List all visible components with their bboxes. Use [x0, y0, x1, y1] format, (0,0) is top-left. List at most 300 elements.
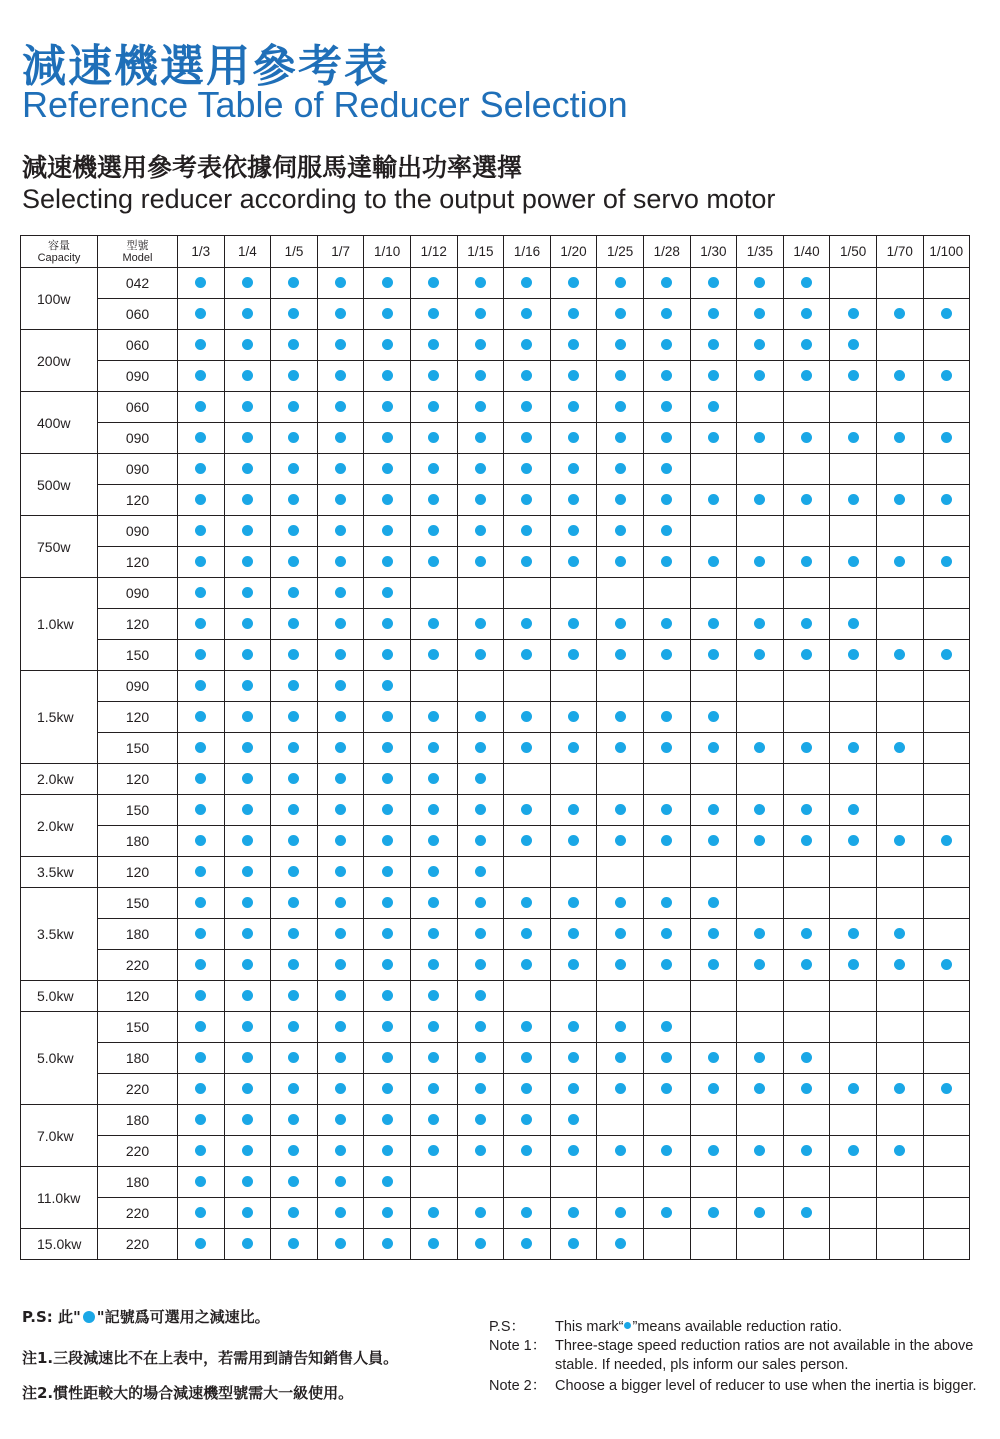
available-dot-icon [475, 556, 486, 567]
ratio-cell [643, 1229, 690, 1260]
available-dot-icon [335, 959, 346, 970]
available-dot-icon [195, 556, 206, 567]
ratio-cell [224, 981, 271, 1012]
available-dot-icon [801, 1052, 812, 1063]
available-dot-icon [568, 618, 579, 629]
table-row [21, 826, 970, 857]
table-row [21, 1105, 970, 1136]
ratio-cell [643, 764, 690, 795]
available-dot-icon [242, 556, 253, 567]
available-dot-icon [475, 711, 486, 722]
ratio-cell [457, 640, 504, 671]
available-dot-icon [242, 1207, 253, 1218]
ratio-cell [457, 299, 504, 330]
available-dot-icon [521, 959, 532, 970]
available-dot-icon [615, 1083, 626, 1094]
ratio-cell [410, 888, 457, 919]
ratio-cell [830, 857, 877, 888]
capacity-header [21, 236, 98, 268]
ratio-cell [643, 1167, 690, 1198]
note1-label-en: Note 1： [489, 1338, 547, 1354]
ratio-cell [457, 609, 504, 640]
ratio-cell [317, 330, 364, 361]
ratio-cell [783, 888, 830, 919]
available-dot-icon [615, 897, 626, 908]
available-dot-icon [661, 525, 672, 536]
available-dot-icon [195, 494, 206, 505]
available-dot-icon [288, 494, 299, 505]
available-dot-icon [615, 432, 626, 443]
model-cell: 042 [98, 268, 178, 299]
ratio-cell [410, 1229, 457, 1260]
ratio-cell [271, 1012, 318, 1043]
ratio-cell [597, 702, 644, 733]
available-dot-icon [428, 1083, 439, 1094]
ratio-cell [271, 547, 318, 578]
table-row [21, 454, 970, 485]
available-dot-icon [288, 1114, 299, 1125]
available-dot-icon [382, 1145, 393, 1156]
available-dot-icon [288, 835, 299, 846]
ratio-cell [876, 578, 923, 609]
ratio-cell [317, 950, 364, 981]
ratio-cell [364, 733, 411, 764]
available-dot-icon [382, 525, 393, 536]
available-dot-icon [661, 618, 672, 629]
ratio-cell [178, 392, 225, 423]
available-dot-icon [521, 339, 532, 350]
subtitle-cn: 減速機選用參考表依據伺服馬達輸出功率選擇 [22, 153, 523, 182]
ratio-cell [457, 578, 504, 609]
available-dot-icon [335, 587, 346, 598]
table-row [21, 1074, 970, 1105]
ratio-cell [830, 1105, 877, 1136]
ratio-cell [830, 950, 877, 981]
ratio-cell [504, 547, 551, 578]
ratio-cell [690, 981, 737, 1012]
ratio-cell [178, 454, 225, 485]
table-row [21, 547, 970, 578]
ratio-cell [737, 268, 784, 299]
ratio-cell [317, 299, 364, 330]
capacity-header-en: Capacity [37, 251, 81, 264]
ratio-cell [271, 1043, 318, 1074]
available-dot-icon [242, 711, 253, 722]
ratio-cell [550, 857, 597, 888]
ratio-cell [550, 1043, 597, 1074]
available-dot-icon [242, 587, 253, 598]
capacity-cell: 5.0kw [21, 981, 98, 1012]
ratio-cell [597, 485, 644, 516]
ratio-cell [457, 702, 504, 733]
available-dot-icon [568, 897, 579, 908]
ratio-cell [597, 609, 644, 640]
ratio-cell [504, 299, 551, 330]
available-dot-icon [568, 742, 579, 753]
ratio-cell [550, 795, 597, 826]
available-dot-icon [475, 1021, 486, 1032]
ratio-cell [876, 1012, 923, 1043]
ratio-cell [550, 361, 597, 392]
ratio-cell [317, 702, 364, 733]
ratio-cell [737, 392, 784, 423]
ratio-cell [876, 485, 923, 516]
ratio-cell [550, 609, 597, 640]
model-cell: 090 [98, 361, 178, 392]
available-dot-icon [288, 432, 299, 443]
ratio-cell [550, 516, 597, 547]
ratio-cell [271, 454, 318, 485]
ratio-cell [271, 485, 318, 516]
ratio-cell [317, 392, 364, 423]
available-dot-icon [335, 339, 346, 350]
ratio-cell [504, 1105, 551, 1136]
available-dot-icon [754, 494, 765, 505]
ratio-cell [876, 392, 923, 423]
subtitle-en: Selecting reducer according to the output power of servo motor [22, 184, 776, 214]
ratio-cell [364, 485, 411, 516]
available-dot-icon [708, 494, 719, 505]
ratio-cell [783, 857, 830, 888]
available-dot-icon [335, 711, 346, 722]
available-mark-icon [83, 1311, 95, 1323]
ratio-cell [178, 733, 225, 764]
ratio-cell [643, 454, 690, 485]
available-dot-icon [848, 556, 859, 567]
available-dot-icon [475, 1238, 486, 1249]
ratio-cell [737, 733, 784, 764]
ratio-cell [317, 268, 364, 299]
page-title-en: Reference Table of Reducer Selection [22, 84, 628, 125]
ratio-cell [597, 330, 644, 361]
available-dot-icon [428, 804, 439, 815]
ratio-cell [224, 888, 271, 919]
available-dot-icon [521, 463, 532, 474]
ratio-cell [597, 1074, 644, 1105]
ratio-cell [271, 981, 318, 1012]
available-dot-icon [288, 370, 299, 381]
available-dot-icon [894, 494, 905, 505]
ratio-cell [457, 764, 504, 795]
ratio-cell [643, 981, 690, 1012]
available-dot-icon [195, 959, 206, 970]
ratio-cell [597, 1043, 644, 1074]
available-dot-icon [475, 370, 486, 381]
ratio-cell [643, 795, 690, 826]
available-dot-icon [242, 1114, 253, 1125]
available-dot-icon [288, 959, 299, 970]
available-dot-icon [941, 432, 952, 443]
ratio-cell [830, 1136, 877, 1167]
ratio-cell [830, 268, 877, 299]
available-dot-icon [754, 308, 765, 319]
available-dot-icon [708, 308, 719, 319]
available-dot-icon [382, 804, 393, 815]
model-cell: 120 [98, 547, 178, 578]
available-dot-icon [382, 897, 393, 908]
ratio-cell [876, 640, 923, 671]
ratio-cell [876, 268, 923, 299]
available-dot-icon [754, 1083, 765, 1094]
ratio-cell [271, 299, 318, 330]
available-dot-icon [521, 1238, 532, 1249]
available-dot-icon [242, 742, 253, 753]
ratio-cell [550, 826, 597, 857]
ratio-cell [830, 733, 877, 764]
available-dot-icon [288, 339, 299, 350]
model-cell: 120 [98, 857, 178, 888]
available-dot-icon [801, 804, 812, 815]
ratio-cell [830, 1043, 877, 1074]
available-dot-icon [242, 463, 253, 474]
ratio-cell [830, 826, 877, 857]
ratio-cell [178, 1198, 225, 1229]
available-dot-icon [754, 928, 765, 939]
available-dot-icon [335, 308, 346, 319]
ratio-cell [830, 919, 877, 950]
ratio-cell [271, 671, 318, 702]
ratio-cell [410, 764, 457, 795]
ratio-cell [504, 1043, 551, 1074]
ratio-cell [457, 857, 504, 888]
available-dot-icon [661, 308, 672, 319]
available-dot-icon [521, 1145, 532, 1156]
ratio-cell [643, 609, 690, 640]
available-dot-icon [382, 308, 393, 319]
available-dot-icon [661, 277, 672, 288]
ratio-cell [737, 826, 784, 857]
ratio-cell [737, 950, 784, 981]
available-dot-icon [242, 928, 253, 939]
ratio-cell [737, 547, 784, 578]
table-row [21, 671, 970, 702]
available-dot-icon [242, 525, 253, 536]
available-dot-icon [801, 1083, 812, 1094]
available-dot-icon [288, 711, 299, 722]
ratio-cell [364, 795, 411, 826]
model-cell: 090 [98, 423, 178, 454]
ratio-cell [876, 826, 923, 857]
ratio-cell [364, 950, 411, 981]
available-dot-icon [475, 866, 486, 877]
ratio-cell [597, 1105, 644, 1136]
ratio-cell [364, 981, 411, 1012]
ratio-cell [178, 764, 225, 795]
ratio-cell [410, 702, 457, 733]
ratio-cell [690, 299, 737, 330]
ratio-cell [364, 1074, 411, 1105]
ratio-cell [550, 888, 597, 919]
ratio-cell [597, 950, 644, 981]
ratio-cell [923, 1074, 970, 1105]
ratio-cell [224, 485, 271, 516]
available-dot-icon [615, 1238, 626, 1249]
ratio-cell [504, 1229, 551, 1260]
page-title-cn: 減速機選用參考表 [22, 41, 390, 92]
ratio-cell [317, 578, 364, 609]
ratio-cell [224, 547, 271, 578]
ratio-header: 1/16 [504, 236, 551, 268]
ratio-cell [923, 578, 970, 609]
available-dot-icon [568, 804, 579, 815]
model-cell: 220 [98, 1074, 178, 1105]
ratio-header: 1/70 [876, 236, 923, 268]
ratio-cell [690, 1136, 737, 1167]
available-dot-icon [428, 649, 439, 660]
available-dot-icon [288, 1021, 299, 1032]
table-row [21, 1012, 970, 1043]
ratio-cell [271, 702, 318, 733]
ratio-cell [271, 1167, 318, 1198]
ratio-cell [317, 423, 364, 454]
ratio-cell [178, 609, 225, 640]
ratio-cell [643, 733, 690, 764]
ratio-cell [643, 547, 690, 578]
ratio-cell [550, 1136, 597, 1167]
available-dot-icon [242, 680, 253, 691]
ratio-cell [923, 516, 970, 547]
available-dot-icon [894, 1145, 905, 1156]
ratio-cell [271, 1074, 318, 1105]
available-dot-icon [195, 1052, 206, 1063]
available-dot-icon [754, 1207, 765, 1218]
available-dot-icon [521, 401, 532, 412]
ratio-cell [504, 423, 551, 454]
available-dot-icon [195, 742, 206, 753]
model-cell: 120 [98, 981, 178, 1012]
table-row [21, 1198, 970, 1229]
available-dot-icon [941, 1083, 952, 1094]
ratio-cell [597, 547, 644, 578]
ratio-cell [364, 671, 411, 702]
table-row [21, 764, 970, 795]
ratio-cell [690, 578, 737, 609]
ratio-cell [923, 454, 970, 485]
ratio-cell [830, 888, 877, 919]
available-dot-icon [428, 959, 439, 970]
available-dot-icon [801, 1145, 812, 1156]
available-dot-icon [428, 525, 439, 536]
available-dot-icon [568, 928, 579, 939]
ratio-cell [364, 1229, 411, 1260]
available-dot-icon [382, 556, 393, 567]
available-dot-icon [382, 742, 393, 753]
available-dot-icon [708, 618, 719, 629]
available-dot-icon [661, 711, 672, 722]
ratio-cell [737, 640, 784, 671]
ratio-header: 1/12 [410, 236, 457, 268]
ratio-cell [597, 454, 644, 485]
available-dot-icon [801, 618, 812, 629]
available-dot-icon [475, 277, 486, 288]
available-dot-icon [661, 401, 672, 412]
available-dot-icon [615, 1021, 626, 1032]
ratio-cell [923, 702, 970, 733]
ratio-cell [364, 702, 411, 733]
ratio-cell [876, 857, 923, 888]
ratio-cell [783, 547, 830, 578]
ratio-cell [923, 1136, 970, 1167]
available-dot-icon [521, 308, 532, 319]
available-dot-icon [848, 370, 859, 381]
ratio-cell [178, 1074, 225, 1105]
available-dot-icon [615, 1145, 626, 1156]
ratio-cell [737, 981, 784, 1012]
ratio-cell [923, 268, 970, 299]
ratio-cell [830, 702, 877, 733]
ratio-cell [830, 1229, 877, 1260]
ratio-cell [410, 1136, 457, 1167]
table-row [21, 392, 970, 423]
ratio-cell [504, 1136, 551, 1167]
note2-en [489, 1377, 984, 1396]
available-dot-icon [242, 1021, 253, 1032]
ratio-header: 1/3 [178, 236, 225, 268]
available-dot-icon [708, 1207, 719, 1218]
available-dot-icon [335, 494, 346, 505]
ratio-cell [457, 733, 504, 764]
available-dot-icon [848, 742, 859, 753]
model-cell: 060 [98, 330, 178, 361]
ratio-cell [410, 857, 457, 888]
available-dot-icon [242, 804, 253, 815]
available-dot-icon [615, 1052, 626, 1063]
ratio-cell [224, 795, 271, 826]
available-dot-icon [708, 556, 719, 567]
available-dot-icon [195, 1083, 206, 1094]
ratio-cell [783, 609, 830, 640]
ratio-cell [178, 516, 225, 547]
available-dot-icon [801, 1207, 812, 1218]
ps-label-en: P.S： [489, 1319, 526, 1335]
ratio-cell [783, 268, 830, 299]
available-dot-icon [941, 308, 952, 319]
model-cell: 220 [98, 950, 178, 981]
ratio-cell [224, 1167, 271, 1198]
available-dot-icon [848, 339, 859, 350]
ratio-cell [876, 299, 923, 330]
ratio-cell [224, 361, 271, 392]
available-dot-icon [382, 990, 393, 1001]
available-dot-icon [195, 649, 206, 660]
ratio-cell [597, 392, 644, 423]
available-dot-icon [708, 711, 719, 722]
available-dot-icon [382, 463, 393, 474]
ratio-cell [224, 268, 271, 299]
ratio-cell [271, 795, 318, 826]
available-dot-icon [335, 556, 346, 567]
ratio-cell [737, 578, 784, 609]
ratio-cell [597, 1229, 644, 1260]
ratio-cell [643, 702, 690, 733]
ratio-cell [690, 919, 737, 950]
ratio-cell [597, 795, 644, 826]
available-dot-icon [941, 494, 952, 505]
ratio-cell [690, 888, 737, 919]
table-row [21, 1167, 970, 1198]
available-dot-icon [382, 866, 393, 877]
available-dot-icon [382, 1114, 393, 1125]
ratio-cell [923, 1198, 970, 1229]
ratio-cell [690, 392, 737, 423]
model-cell: 150 [98, 1012, 178, 1043]
ratio-cell [504, 857, 551, 888]
available-dot-icon [195, 587, 206, 598]
available-dot-icon [428, 1145, 439, 1156]
ratio-cell [457, 1043, 504, 1074]
available-dot-icon [335, 804, 346, 815]
available-dot-icon [335, 432, 346, 443]
